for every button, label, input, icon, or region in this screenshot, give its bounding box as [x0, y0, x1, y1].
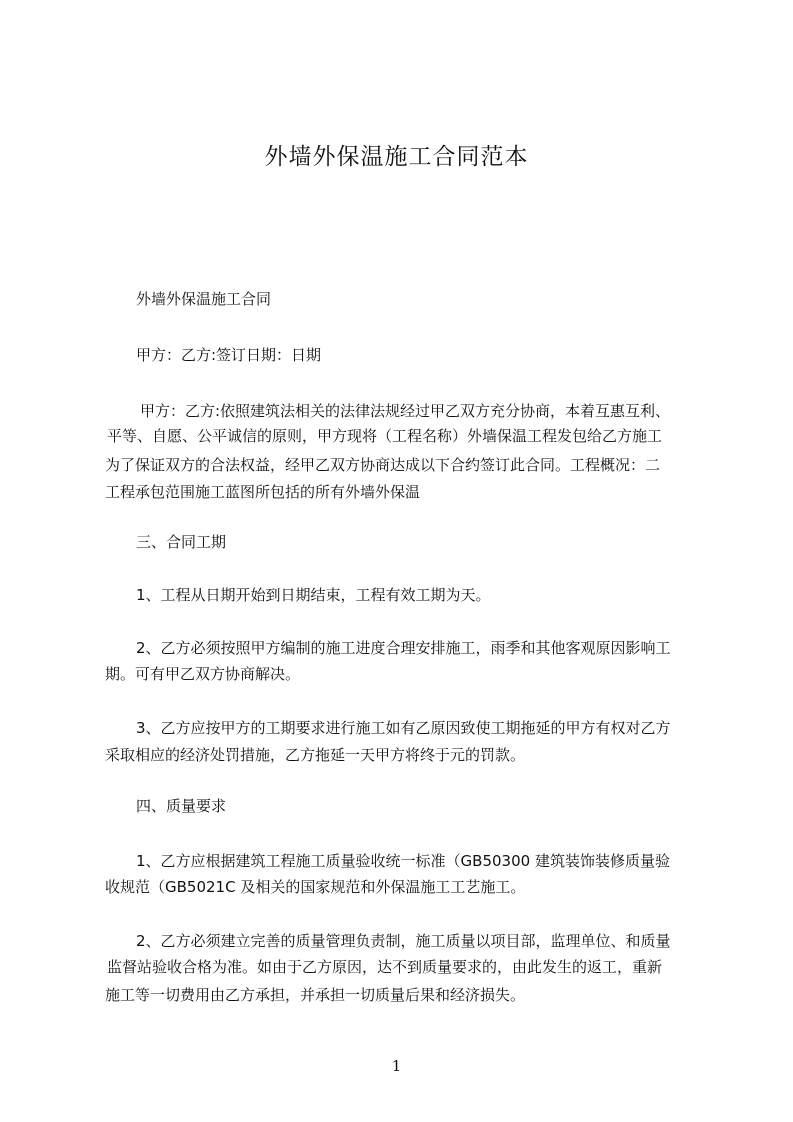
paragraph-line: 收规范（GB5021C 及相关的国家规范和外保温施工工艺施工。 [105, 878, 526, 896]
paragraph-line: 期。可有甲乙双方协商解决。 [105, 665, 301, 683]
section-4-title: 四、质量要求 [136, 797, 227, 815]
page-number: 1 [391, 1057, 402, 1075]
paragraph-line: 2、乙方必须按照甲方编制的施工进度合理安排施工，雨季和其他客观原因影响工 [136, 639, 671, 657]
intro-line: 平等、自愿、公平诚信的原则，甲方现将（工程名称）外墙保温工程发包给乙方施工 [107, 427, 663, 445]
parties-line: 甲方：乙方:签订日期：日期 [136, 346, 322, 364]
paragraph-line: 监督站验收合格为准。如由于乙方原因，达不到质量要求的，由此发生的返工，重新 [107, 958, 663, 976]
paragraph-line: 3、乙方应按甲方的工期要求进行施工如有乙原因致使工期拖延的甲方有权对乙方 [136, 719, 671, 737]
paragraph-line: 1、乙方应根据建筑工程施工质量验收统一标准（GB50300 建筑装饰装修质量验 [136, 852, 670, 870]
document-title: 外墙外保温施工合同范本 [264, 144, 529, 170]
intro-line: 为了保证双方的合法权益，经甲乙双方协商达成以下合约签订此合同。工程概况：二 [105, 456, 661, 474]
section-3-title: 三、合同工期 [136, 533, 227, 551]
section-3-item-1: 1、工程从日期开始到日期结束，工程有效工期为天。 [136, 586, 491, 604]
intro-line: 甲方：乙方:依照建筑法相关的法律法规经过甲乙双方充分协商，本着互惠互利、 [140, 402, 671, 420]
paragraph-line: 采取相应的经济处罚措施，乙方拖延一天甲方将终于元的罚款。 [105, 746, 526, 764]
intro-line: 工程承包范围施工蓝图所包括的所有外墙外保温 [105, 483, 421, 501]
paragraph-line: 施工等一切费用由乙方承担，并承担一切质量后果和经济损失。 [105, 986, 526, 1004]
contract-heading: 外墙外保温施工合同 [136, 290, 272, 308]
paragraph-line: 2、乙方必须建立完善的质量管理负责制，施工质量以项目部，监理单位、和质量 [136, 932, 671, 950]
